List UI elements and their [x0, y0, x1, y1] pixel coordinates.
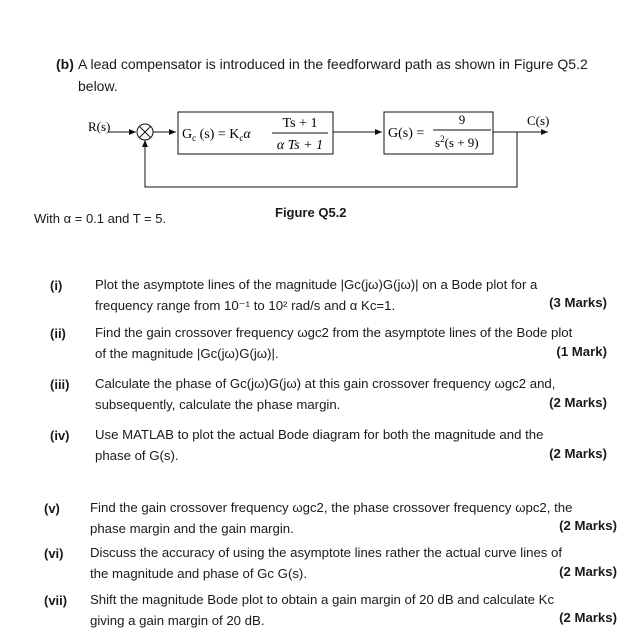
- question-line: Calculate the phase of Gc(jω)G(jω) at this gain crossover frequency ωgc2 and,: [95, 376, 556, 391]
- question-marks: (2 Marks): [549, 395, 607, 410]
- question-text: [95, 373, 555, 415]
- question-line: Discuss the accuracy of using the asymptote lines rather the actual curve lines of: [90, 545, 563, 560]
- summing-junction: [137, 124, 153, 140]
- question-line: the magnitude and phase of Gc G(s).: [90, 566, 307, 581]
- question-number: (vii): [44, 593, 68, 608]
- question-marks: (2 Marks): [559, 518, 617, 533]
- question-line: giving a gain margin of 20 dB.: [90, 613, 265, 628]
- question-marks: (2 Marks): [549, 446, 607, 461]
- question-number: (i): [50, 278, 63, 293]
- question-text: [95, 322, 572, 364]
- question-line: of the magnitude |Gc(jω)G(jω)|.: [95, 346, 279, 361]
- figure-caption: Figure Q5.2: [275, 205, 347, 220]
- question-number: (ii): [50, 326, 66, 341]
- question-text: [90, 497, 572, 539]
- question-line: subsequently, calculate the phase margin.: [95, 397, 341, 412]
- intro-line-1: A lead compensator is introduced in the feedforward path as shown in Figure Q5.2: [78, 56, 588, 72]
- compensator-numerator: Ts + 1: [282, 116, 318, 131]
- question-marks: (2 Marks): [559, 564, 617, 579]
- plant-lhs: G(s) =: [388, 126, 425, 141]
- question-marks: (3 Marks): [549, 295, 607, 310]
- question-marks: (2 Marks): [559, 610, 617, 625]
- plant-denominator: $s^2(s + 9)$: [435, 134, 479, 150]
- question-line: Find the gain crossover frequency ωgc2 from the asymptote lines of the Bode plot: [95, 325, 573, 340]
- question-line: phase of G(s).: [95, 448, 179, 463]
- question-line: Use MATLAB to plot the actual Bode diagram for both the magnitude and the: [95, 427, 544, 442]
- question-marks: (1 Mark): [556, 344, 607, 359]
- intro-line-2: below.: [78, 78, 118, 94]
- question-number: (iv): [50, 428, 70, 443]
- compensator-lhs: $G_c$ $(s) = K_c\alpha$: [182, 127, 251, 143]
- compensator-denominator: α Ts + 1: [276, 138, 324, 153]
- question-number: (v): [44, 501, 60, 516]
- block-diagram: [0, 105, 637, 200]
- question-number: (iii): [50, 377, 70, 392]
- question-number: (vi): [44, 546, 64, 561]
- question-line: Find the gain crossover frequency ωgc2, the phase crossover frequency ωpc2, the: [90, 500, 573, 515]
- input-label: R(s): [88, 119, 111, 134]
- question-text: [95, 274, 537, 316]
- parameters: With α = 0.1 and T = 5.: [34, 211, 167, 226]
- part-label: (b): [56, 56, 74, 72]
- question-text: [90, 589, 554, 631]
- question-text: [95, 424, 543, 466]
- output-label: C(s): [527, 113, 550, 128]
- question-text: [90, 542, 562, 584]
- question-line: phase margin and the gain margin.: [90, 521, 294, 536]
- question-line: frequency range from 10⁻¹ to 10² rad/s and α Kc=1.: [95, 298, 396, 313]
- question-line: Plot the asymptote lines of the magnitude |Gc(jω)G(jω)| on a Bode plot for a: [95, 277, 538, 292]
- question-line: Shift the magnitude Bode plot to obtain a gain margin of 20 dB and calculate Kc: [90, 592, 555, 607]
- plant-numerator: 9: [458, 112, 466, 127]
